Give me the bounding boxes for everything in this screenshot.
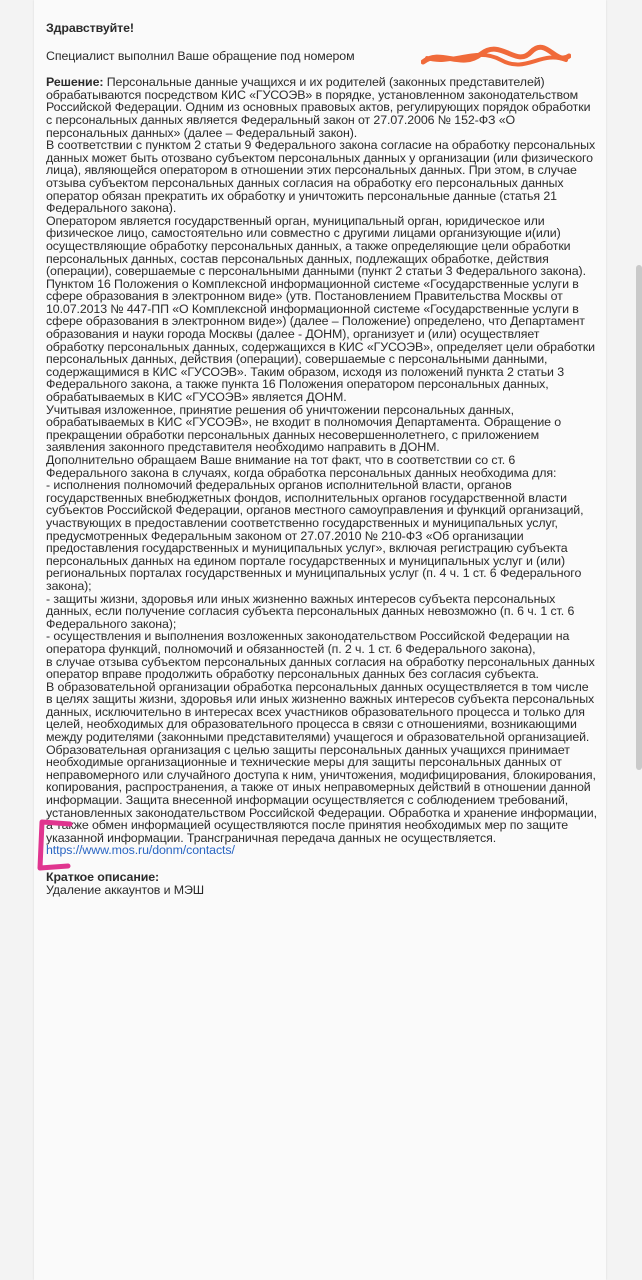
paragraph-operator-definition: Оператором является государственный орган, муниципальный орган, юридическое или физическое лицо, самостоятельно или совместно с другими лицами организующие и(или) осуществляющие обработку персональных данных, а также определяющие цели обработки персональных данных, состав персональных данных, подлежащих обработке, действия (операции), совершаемые с персональными данными (пункт 2 статьи 3 Федерального закона). [46,213,586,279]
paragraph-additional: Дополнительно обращаем Ваше внимание на тот факт, что в соответствии со ст. 6 Федерального закона в случаях, когда обработка персональных данных необходима для: [46,453,557,480]
highlight-bracket-mark [34,818,74,874]
decision-label: Решение: [46,75,104,90]
scrollbar[interactable] [636,265,642,770]
paragraph-highlighted: в случае отзыва субъектом персональных данных согласия на обработку персональных данных оператор вправе продолжить обработку персональных данных без согласия субъекта. [46,654,595,682]
paragraph-conclusion: Учитывая изложенное, принятие решения об уничтожении персональных данных, обрабатываемых в КИС «ГУСОЭВ», не входит в полномочия Департамента. Обращение о прекращении обработки персональных данных несовершеннолетнего, с приложением заявления законного представителя необходимо направить в ДОНМ. [46,402,562,455]
intro-line [46,50,598,63]
summary-title: Краткое описание: [46,870,160,884]
summary-section [46,871,598,896]
redaction-scribble [421,44,571,72]
paragraph-consent-withdrawal: В соответствии с пунктом 2 статьи 9 Федерального закона согласие на обработку персональных данных может быть отозвано субъектом персональных данных у организации (или физического лица), являющейся оператором в отношении этих персональных данных. При этом, в случае отзыва субъектом персональных данных согласия на обработку его персональных данных оператор обязан прекратить их обработку и уничтожить персональные данные (статья 21 Федерального закона). [46,138,596,216]
paragraph-school-processing: В образовательной организации обработка персональных данных осуществляется в том числе в целях защиты жизни, здоровья или иных жизненно важных интересов субъекта персональных данных, исключительно в интересах всех участников образовательного процесса и только для целей, необходимых для образовательного процесса в связи с отношениями, возникающими между родителями (законными представителями) учащегося и образовательной организацией. Образовательная организация с целью защиты персональных данных учащихся принимает необходимые организационные и технические меры для защиты персональных данных от неправомерного или случайного доступа к ним, уничтожения, модифицирования, блокирования, копирования, распространения, а также от иных неправомерных действий в отношении данной информации. Защита внесенной информации осуществляется с соблюдением требований, установленных законодательством Российской Федерации. Обработка и хранение информации, а также обмен информацией осуществляются после принятия необходимых мер по защите указанной информации. Трансграничная передача данных не осуществляется. [46,679,597,845]
greeting: Здравствуйте! [46,21,134,35]
list-item-life-protection: - защиты жизни, здоровья или иных жизненно важных интересов субъекта персональных данных, если получение согласия субъекта персональных данных невозможно (п. 6 ч. 1 ст. 6 Федерального закона); [46,591,575,631]
list-item-operator-duties: - осуществления и выполнения возложенных законодательством Российской Федерации на оператора функций, полномочий и обязанностей (п. 2 ч. 1 ст. 6 Федерального закона), [46,629,570,656]
paragraph-regulation: Пунктом 16 Положения о Комплексной информационной системе «Государственные услуги в сфере образования в электронном виде» (утв. Постановлением Правительства Москвы от 10.07.2013 № 447-ПП «О Комплексной информационной системе «Государственные услуги в сфере образования в электронном виде») (далее – Положение) определено, что Департамент образования и науки города Москвы (далее - ДОНМ), организует и (или) осуществляет обработку персональных данных, содержащихся в КИС «ГУСОЭВ», определяет цели обработки персональных данных, действия (операции), совершаемые с персональными данными, содержащимися в КИС «ГУСОЭВ». Таким образом, исходя из положений пункта 2 статьи 3 Федерального закона, а также пункта 16 Положения оператором персональных данных, обрабатываемых в КИС «ГУСОЭВ» является ДОНМ. [46,276,595,405]
decision-text: Персональные данные учащихся и их родителей (законных представителей) обрабатываются посредством КИС «ГУСОЭВ» в порядке, установленном законодательством Российской Федерации. Одним из основных правовых актов, регулирующих порядок обработки с персональных данных является Федеральный закон от 27.07.2006 № 152-ФЗ «О персональных данных» (далее – Федеральный закон). [46,75,591,140]
letter-body [46,76,598,857]
letter-page [34,0,606,1280]
letter-content [46,22,598,896]
intro-text: Специалист выполнил Ваше обращение под номером [46,48,355,63]
decision-paragraph [46,76,598,139]
list-item-authorities: - исполнения полномочий федеральных органов исполнительной власти, органов государственных внебюджетных фондов, исполнительных органов государственной власти субъектов Российской Федерации, органов местного самоуправления и функций организаций, участвующих в предоставлении соответственно государственных и муниципальных услуг, предусмотренных Федеральным законом от 27.07.2010 № 210-ФЗ «Об организации предоставления государственных и муниципальных услуг», включая регистрацию субъекта персональных данных на едином портале государственных и муниципальных услуг и (или) региональных порталах государственных и муниципальных услуг (п. 4 ч. 1 ст. 6 Федерального закона); [46,478,584,593]
summary-text: Удаление аккаунтов и МЭШ [46,882,205,897]
contacts-link[interactable]: https://www.mos.ru/donm/contacts/ [46,843,235,858]
